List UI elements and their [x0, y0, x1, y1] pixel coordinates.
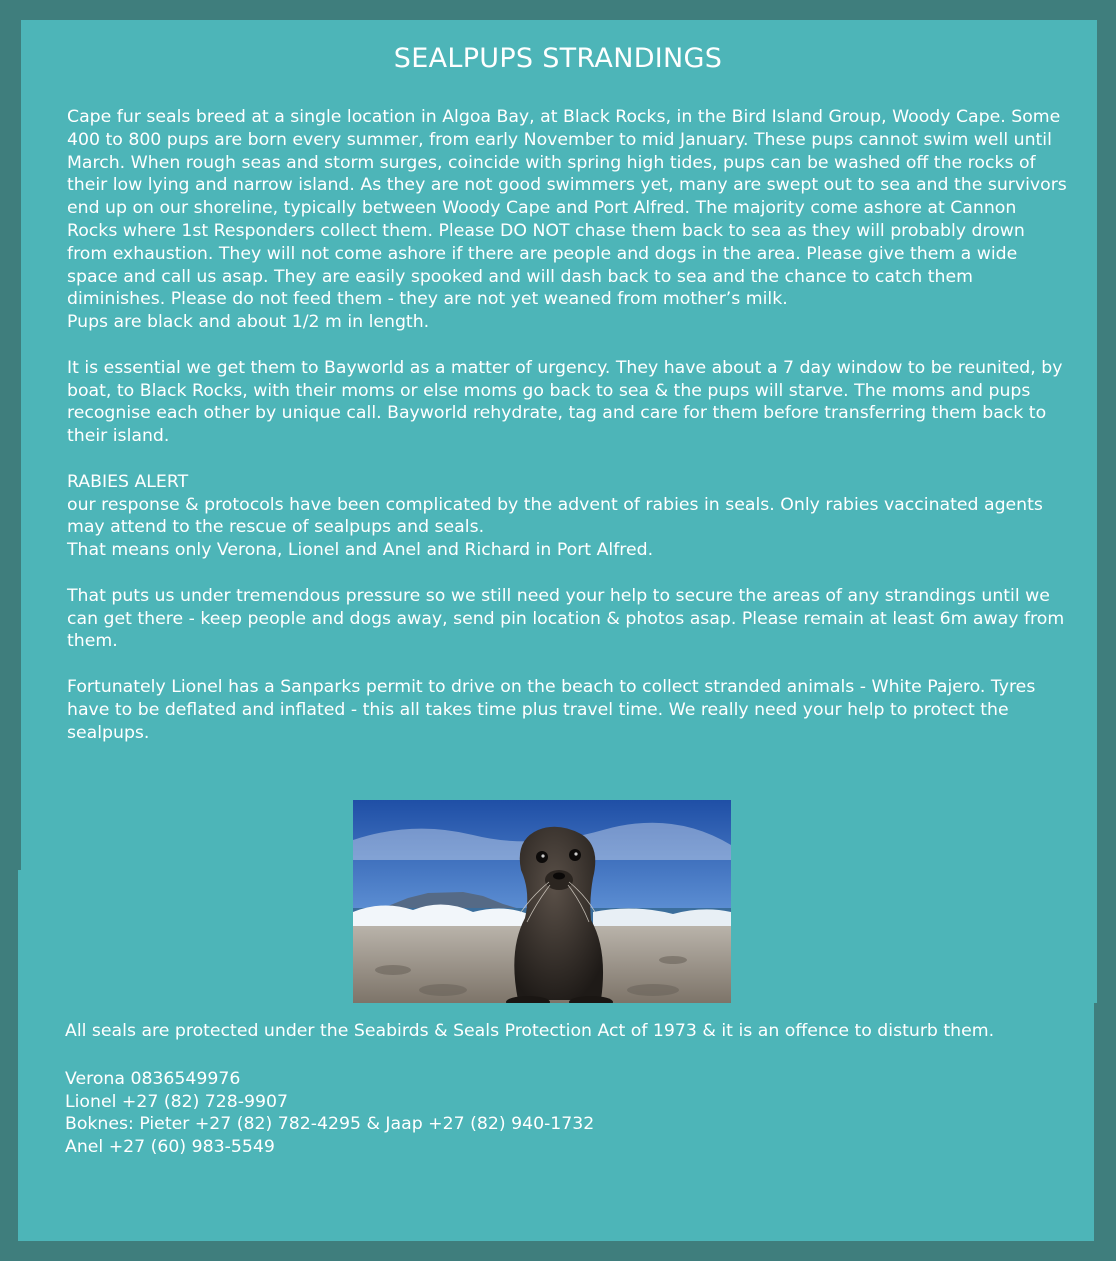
- right-frame-strip: [1097, 20, 1116, 1241]
- pup-size-note: Pups are black and about 1/2 m in length.: [67, 312, 430, 333]
- permit-paragraph: Fortunately Lionel has a Sanparks permit to drive on the beach to collect stranded animals - White Pajero. Tyres have to be deflated and inflated - this all takes time plus travel time. We really need your help to protect the sealpups.: [67, 676, 1036, 743]
- intro-paragraph: Cape fur seals breed at a single location in Algoa Bay, at Black Rocks, in the Bird Island Group, Woody Cape. Some 400 to 800 pups are born every summer, from early November to mid January. These pups cannot swim well until March. When rough seas and storm surges, coincide with spring high tides, pups can be washed off the rocks of their low lying and narrow island. As they are not good swimmers yet, many are swept out to sea and the survivors end up on our shoreline, typically between Woody Cape and Port Alfred. The majority come ashore at Cannon Rocks where 1st Responders collect them. Please DO NOT chase them back to sea as they will probably drown from exhaustion. They will not come ashore if there are people and dogs in the area. Please give them a wide space and call us asap. They are easily spooked and will dash back to sea and the chance to catch them diminishes. Please do not feed them - they are not yet weaned from mother’s milk.: [67, 107, 1067, 310]
- rabies-heading: RABIES ALERT: [67, 471, 189, 492]
- footer-content: [65, 1020, 1065, 1159]
- contact-verona: Verona 0836549976: [65, 1068, 241, 1089]
- rabies-paragraph: our response & protocols have been complicated by the advent of rabies in seals. Only rabies vaccinated agents may attend to the rescue of sealpups and seals.: [67, 494, 1043, 538]
- contact-lionel: Lionel +27 (82) 728-9907: [65, 1091, 289, 1112]
- pressure-paragraph: That puts us under tremendous pressure so we still need your help to secure the areas of any strandings until we can get there - keep people and dogs away, send pin location & photos asap. Please remain at least 6m away from them.: [67, 585, 1065, 652]
- content-panel-edge: [18, 870, 22, 1005]
- seal-pup-photo: [353, 800, 731, 1003]
- contact-boknes: Boknes: Pieter +27 (82) 782-4295 & Jaap +27 (82) 940-1732: [65, 1114, 595, 1135]
- protection-act-notice: All seals are protected under the Seabirds & Seals Protection Act of 1973 & it is an offence to disturb them.: [65, 1021, 995, 1041]
- contact-anel: Anel +27 (60) 983-5549: [65, 1137, 275, 1158]
- urgency-paragraph: It is essential we get them to Bayworld as a matter of urgency. They have about a 7 day window to be reunited, by boat, to Black Rocks, with their moms or else moms go back to sea & the pups will starve. The moms and pups recognise each other by unique call. Bayworld rehydrate, tag and care for them before transferring them back to their island.: [67, 357, 1063, 447]
- page-title: SEALPUPS STRANDINGS: [393, 43, 723, 74]
- article-body: [67, 106, 1067, 744]
- vaccinated-agents: That means only Verona, Lionel and Anel and Richard in Port Alfred.: [67, 540, 654, 561]
